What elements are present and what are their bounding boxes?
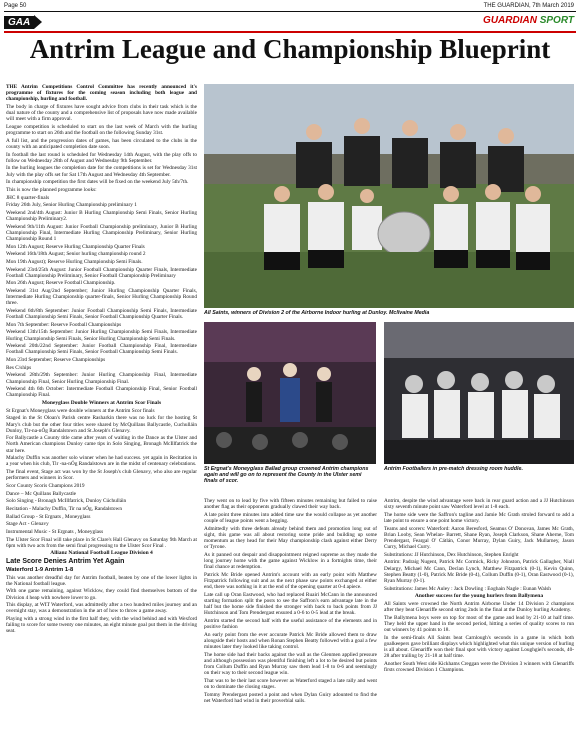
paragraph: All Saints were crowned the North Antrim Airborne Under 14 Division 2 champions after they beat Glenariffe second string 2nds in the final at the Dunloy hurling Academy. [384, 600, 574, 613]
paragraph: Mon 26th August; Reserve Football Championship. [6, 280, 116, 287]
paragraph: Weekend 16th/18th August; Senior hurling championship round 2 [6, 251, 146, 258]
dressing-room-photo [384, 322, 574, 464]
guardian-sport-logo [483, 15, 574, 26]
match-headline: Late Score Denies Antrim Yet Again [6, 557, 125, 565]
match-score: Waterford 1-9 Antrim 1-8 [6, 566, 74, 573]
brand-guardian: GUARDIAN [483, 15, 537, 26]
red-divider [4, 31, 576, 33]
paragraph: The final event, Stage act was won by the St Joseph's club Glenavy, who also are regular performers and winners in Scor. [6, 469, 197, 482]
subheading-league: Allianz National Football League Division 4 [50, 550, 153, 557]
team-photo [204, 84, 574, 308]
headline: Antrim League and Championship Blueprint [29, 34, 551, 64]
paragraph: The Ballymena boys were on top for most of the game and lead by 21-10 at half time. They held the upper hand in the second period, hitting a series of quality scores to run out winners by 41 points to 18. [384, 614, 574, 633]
paragraph: Scor County Scoris Champions 2019 [6, 482, 85, 489]
ballad-photo-caption: St Ergnat's Moneyglass Ballad group crowned Antrim champions again and will go on to represent the County in the Ulster semi finals of scor. [204, 466, 369, 484]
paper-date: THE GUARDIAN, 7th March 2019 [483, 3, 574, 9]
subheading-scor: Moneyglass Double Winners at Antrim Scor Finals [41, 400, 162, 407]
paragraph: As it panned out despair and disappointment reigned supreme as they made the long journey home with the game against Wicklow in a fortnights time, their final chance at redemption. [204, 551, 377, 571]
paragraph: Weekend 23rd/25th August: Junior Football Championship Quarter Finals, Intermediate Football Championship Preliminary, Senior Football Championship Preliminary [6, 266, 197, 279]
paragraph: Res C/ships [6, 364, 32, 371]
ballad-photo-illustration [204, 322, 376, 464]
column-1 [6, 84, 197, 730]
paragraph: Staged in the St Oloan's Parish centre Rasharkin there was no luck for the hosting St Mary's club but the other four titles were shared by McQuillans Ballycastle, Cuchulláin Dunloy, Tir-na-nÓg Randalstown and St.Joseph's Glenavy. [6, 415, 197, 434]
paragraph: Mon 23rd September; Reserve Championships [6, 357, 106, 364]
page-number: Page 50 [4, 3, 27, 9]
gaa-section-tag [4, 15, 42, 29]
paragraph: The body in charge of fixtures have sought advice from clubs in their task which is the dual nature of the county and a comprehensive list of proposals have now made available will meet with a firm approval. [6, 103, 197, 123]
paragraph: Mon 12th August; Reserve Hurling Championship Quarter Finals [6, 243, 145, 250]
header-rule [4, 11, 576, 12]
gaa-label: GAA [4, 16, 34, 29]
paragraph: The home side were the Saffron's tagline and Jamie Mc Grath stroled forward to add a late point to ensure a one point home victory. [384, 511, 574, 524]
paragraph: Weekend 13th/15th September: Junior Hurling Championship Semi Finals, Intermediate Hurling Championship Semi Finals, Senior Hurling Championship Semi Finals. [6, 329, 197, 342]
paragraph: Mon 19th August); Reserve Hurling Championship Semi Finals. [6, 258, 143, 265]
paragraph: St Ergnat's Moneyglass were double winners at the Antrim Scor finals [6, 407, 155, 414]
paragraph: Patrick Mc Bride opened Antrim's account with an early point with Matthew Fitzpatrick following suit and as the next phase saw points exchanged at either end, there was nothing in it at the end of the opening quarter at 0-4 apiece. [204, 571, 377, 591]
paragraph: Weekend 31st Aug/2nd September; Junior Hurling Championship Quarter Finals, Intermediate Hurling Championship quarter-finals, Senior Hurling Championship Round three. [6, 288, 197, 307]
paragraph: Mon 7th September: Reserve Football Championships [6, 321, 122, 328]
huddle-photo-illustration [384, 322, 574, 464]
team-photo-illustration [204, 84, 574, 308]
paragraph: Teams and scorers: Waterford: Aaron Beresford, Seamus O' Donovan, James Mc Grath, Brian Looby, Sean Whelan- Barrett, Shane Ryan, Joseph Clarkson, Shane Aherne, Tom Prendergast, Feargal O' Cátlán, Conor Murray, Dylan Guiry, Jack Mullarney, Jason Curry, Michael Curry. [384, 525, 574, 551]
paragraph: Solo Singing - Bronagh McIllfatrick, Dunloy Cúchulláin [6, 498, 127, 505]
ballad-group-photo [204, 322, 376, 464]
paragraph: Weekend 9th/11th August: Junior Football Championship preliminary, Junior B Hurling Championship Final, Intermediate Hurling Championship Preliminary, Senior Hurling Championship Round 1 [6, 223, 197, 242]
lead-paragraph: THE Antrim Competitions Control Committee has recently announced it's programme of fixtures for the coming season including both league and championship, hurling and football. [6, 84, 197, 103]
paragraph: In football the last round is scheduled for Wednesday 14th August, with the play offs to follow on Wednesday 28th of August and Wednesday 9th September. [6, 151, 197, 164]
subheading-all-saints: Another success for the young hurlers from Ballymena [414, 593, 544, 600]
paragraph: Recitation - Malachy Duffin, Tir na nÓg, Randalstown [6, 505, 122, 512]
paragraph: A late point three minutes into added time saw the would collapse as yet another couple of league points went a begging. [204, 511, 377, 524]
paragraph: Substitutions: JJ Hutchinson, Dex Hutchinson, Stephen Enright [384, 551, 519, 558]
column-3 [384, 498, 574, 730]
brand-sport: SPORT [539, 15, 574, 26]
paragraph: In the semi-finals All Saints beat Carnlough's seconds in a game in which both goalkeepers gave brilliant displays which highlighted what this unique version of hurling is all about. Glenariffe won their final spot with victory against Loughgiel's seconds, 40-28 after trailing by 21-18 at half time. [384, 634, 574, 660]
paragraph: Late call up Oran Eastwood, who had replaced Ruairi McCann in the announced starting formation split the posts to see the Saffron's earn advantage late in the half but the home side finished the stronger with back to back points from JJ Hutchinson and Tom Prendergast ensured a 0-6 to 0-5 lead at the break. [204, 591, 377, 617]
team-photo-caption: All Saints, winners of Division 2 of the Airborne Indoor hurling at Dunloy. Mcllvaine Media [204, 310, 430, 316]
paragraph: Weekend 2nd/4th August: Junior B Hurling Championship Semi Finals, Senior Hurling Championship Preliminary2. [6, 209, 197, 222]
paragraph: Playing with a strong wind in the first half they, with the wind behind and with Wexford failing to score for some twenty one minutes, an eight minute goal put them in the driving seat. [6, 616, 197, 635]
paragraph: Weekend 28th/29th September: Junior Hurling Championship Final, Intermediate Championship Final, Senior Hurling Championship Final. [6, 372, 197, 385]
paragraph: Antrim: Padraig Nugent, Patrick Mc Cormick, Ricky Johnston, Patrick Gallagher, Niall Delargy, Michael Mc Cann, Declan Lynch, Matthew Fitzpatrick (0-1), Kevin Quinn, Stephen Beatty (1-0), Patrick Mc Bride (0-4), Collum Duffin (0-1), Oran Eastwood (0-1), Ryan Murray (0-1). [384, 559, 574, 584]
paragraph: Weekend 6th/8th September: Junior Football Championship Semi Finals, Intermediate Football Championship Semi Finals, Senior Football Championship Quarter Finals. [6, 308, 197, 321]
paragraph: The Ulster Scor Final will take place in St Clare's Hall Glenavy on Saturday 9th March at 6pm with two acts from the semi final progressing to the Ulster Scor Final . [6, 536, 197, 549]
paragraph: This was another dreadful day for Antrim football, beaten by one of the lower lights in the National football league. [6, 574, 197, 587]
paragraph: Stage Act - Glenavy [6, 521, 49, 528]
paragraph: A full list, and the progression dates of games, has been circulated to the clubs in the county with an anticipated completion date soon. [6, 137, 197, 150]
column-2 [204, 498, 377, 730]
paragraph: JHC 8 quarter-finals [6, 194, 50, 201]
paragraph: The home side had their backs against the wall as the Glenmen applied pressure and although possession was plentiful finishing left a lot to be desired but points from Collum Duffin and Ryan Murray saw them lead 1-8 to 0-6 and seemingly on their way to their second league win. [204, 651, 377, 677]
paragraph: That was to be their last score however as Waterford staged a late rally and went on to dominate the closing stages. [204, 677, 377, 690]
paragraph: Antrim, despite the wind advantage were back in rear guard action and a JJ Hutchinson sixty seventh minute point saw Waterford level at 1-8 each. [384, 498, 574, 511]
paragraph: Friday 26th July, Senior Hurling Championship preliminary 1 [6, 202, 137, 209]
paragraph: Admittedly with three defeats already behind them and promotion long out of sight, this game was all about restoring some pride and building up some momentum as they head for their May championship clash against either Derry or Tyrone. [204, 525, 377, 551]
paragraph: Another South West side Kickhams Creggan were the Division 3 winners with Glenariffs firsts crowned Division 1 Champions. [384, 660, 574, 673]
paragraph: With one game remaining, against Wicklow, they could find themselves bottom of the Division 4 heap with nowhere lower to go. [6, 588, 197, 601]
paragraph: They went on to lead by five with fifteen minutes remaining but failed to raise another flag as their opponents gradually clawed their way back. [204, 498, 377, 511]
paragraph: Substitutions: James Mc Auley : Jack Dowling : Eoghain Nagle : Eunan Walsh [384, 585, 551, 592]
paragraph: In championship competition the first dates will be fixed on the weekend July 5th/7th. [6, 179, 189, 186]
arrow-icon [34, 15, 42, 29]
paragraph: Instrumental Music - St Ergnats , Moneyglass [6, 528, 104, 535]
paragraph: Dance – Mc Quillans Ballycastle [6, 490, 77, 497]
paragraph: Malachy Duffin was another solo winner when he had success. yet again in Recitation in a year when his club, Tir -na-nÓg Randalstown are in the midst of centenary celebrations. [6, 455, 197, 468]
paragraph: This is now the planned programme looks: [6, 186, 97, 193]
paragraph: Weekend 4th 6th October: Intermediate Football Championship Final, Senior Football Championship Final. [6, 386, 197, 399]
paragraph: Tommy Prendergast posted a point and when Dylan Guiry adounted to find the net Waterford had wind in their proverbial sails. [204, 691, 377, 704]
paragraph: Ballad Group - St Ergnats , Moneyglass [6, 513, 91, 520]
paragraph: League competition is scheduled to start on the last week of March with the hurling programme to start on 26th and the football on the following Sunday 31st. [6, 123, 197, 137]
paragraph: For Ballycastle a County title came after years of waiting in the Dance as the Ulster and North American champions Dunloy came tips in Solo Singing, Bronagh McIllfatrick the star here. [6, 435, 197, 454]
paragraph: Weekend 20th/22nd September: Junior Football Championship Final, Intermediate Football Championship Semi Finals, Senior Football Championship Semi Finals. [6, 343, 197, 356]
huddle-photo-caption: Antrim Footballers in pre-match dressing room huddle. [384, 466, 523, 472]
paragraph: An early point from the ever accurate Patrick Mc Bride allowed them to draw alongside their hosts and when Ronan Stephen Beatty followed with a goal a few minutes later they looked like taking control. [204, 631, 377, 650]
paragraph: This display, at WIT Waterford, was admittedly after a two hundred miles journey and an overnight stay, was a demonstration in the art of how to throw a game away. [6, 602, 197, 615]
paragraph: In the hurling leagues the completion date for the competitions is set for Wednesday 31st July with the play offs set for Sat 17th August and Wednesday 4th September. [6, 165, 197, 178]
paragraph: Antrim started the second half with the useful assistance of the elements and in positive fashion [204, 617, 377, 630]
